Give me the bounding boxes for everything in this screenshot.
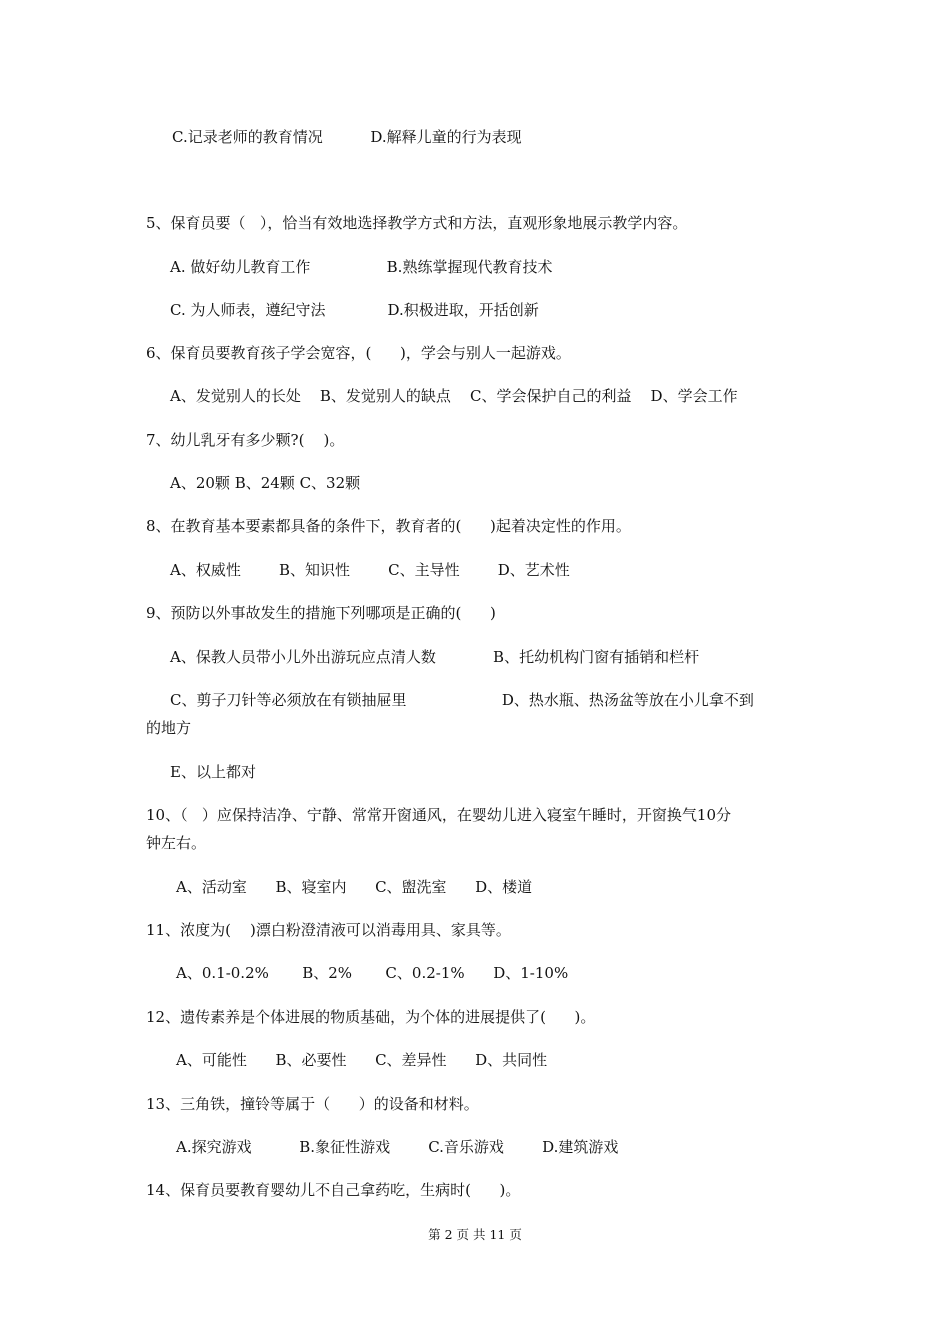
page-footer: 第 2 页 共 11 页 — [428, 1227, 522, 1242]
q13-options: A.探究游戏 B.象征性游戏 C.音乐游戏 D.建筑游戏 — [176, 1138, 619, 1156]
q9-options-a-b: A、保教人员带小儿外出游玩应点清人数 B、托幼机构门窗有插销和栏杆 — [170, 648, 700, 666]
q11-options: A、0.1-0.2% B、2% C、0.2-1% D、1-10% — [176, 964, 569, 982]
q8-question: 8、在教育基本要素都具备的条件下，教育者的( )起着决定性的作用。 — [146, 517, 631, 535]
q6-options: A、发觉别人的长处 B、发觉别人的缺点 C、学会保护自己的利益 D、学会工作 — [170, 387, 738, 405]
q8-options: A、权威性 B、知识性 C、主导性 D、艺术性 — [170, 561, 570, 579]
q5-options-c-d: C. 为人师表，遵纪守法 D.积极进取，开括创新 — [170, 301, 539, 319]
q9-options-c-d: C、剪子刀针等必须放在有锁抽屉里 D、热水瓶、热汤盆等放在小儿拿不到 — [170, 691, 754, 709]
q12-question: 12、遗传素养是个体进展的物质基础，为个体的进展提供了( )。 — [146, 1008, 596, 1026]
q9-options-d-continued: 的地方 — [146, 719, 192, 737]
q7-question: 7、幼儿乳牙有多少颗?( )。 — [146, 431, 345, 449]
q9-option-e: E、以上都对 — [170, 763, 256, 781]
q7-options: A、20颗 B、24颗 C、32颗 — [170, 474, 361, 492]
q10-question-continued: 钟左右。 — [146, 834, 207, 852]
q9-question: 9、预防以外事故发生的措施下列哪项是正确的( ) — [146, 604, 496, 622]
q4-options-c-d: C.记录老师的教育情况 D.解释儿童的行为表现 — [172, 128, 522, 146]
q5-options-a-b: A. 做好幼儿教育工作 B.熟练掌握现代教育技术 — [170, 258, 553, 276]
q12-options: A、可能性 B、必要性 C、差异性 D、共同性 — [176, 1051, 548, 1069]
q10-options: A、活动室 B、寝室内 C、盥洗室 D、楼道 — [176, 878, 533, 896]
q13-question: 13、三角铁，撞铃等属于（ ）的设备和材料。 — [146, 1095, 479, 1113]
q10-question: 10、（ ）应保持洁净、宁静、常常开窗通风，在婴幼儿进入寝室午睡时，开窗换气10分 — [146, 806, 731, 824]
q6-question: 6、保育员要教育孩子学会宽容，( )，学会与别人一起游戏。 — [146, 344, 571, 362]
q11-question: 11、浓度为( )漂白粉澄清液可以消毒用具、家具等。 — [146, 921, 511, 939]
q5-question: 5、保育员要（ ），恰当有效地选择教学方式和方法，直观形象地展示教学内容。 — [146, 214, 688, 232]
q14-question: 14、保育员要教育婴幼儿不自己拿药吃，生病时( )。 — [146, 1181, 521, 1199]
